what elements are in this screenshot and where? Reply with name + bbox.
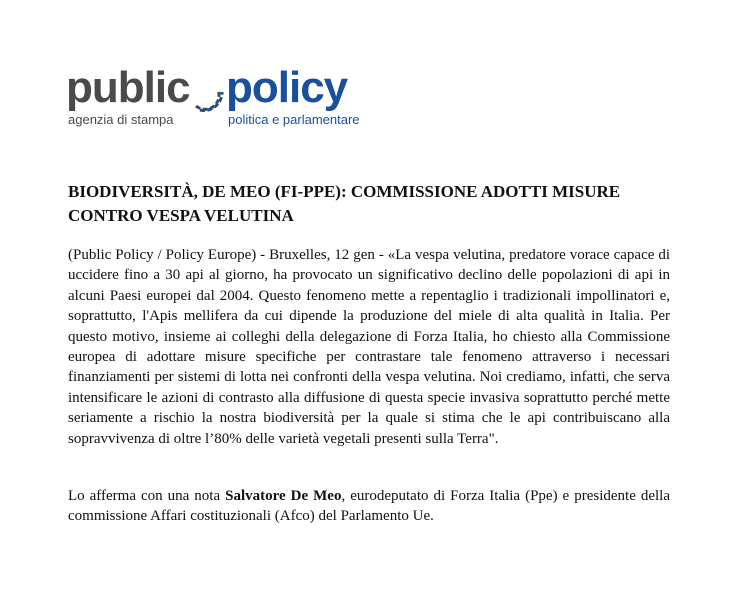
person-name: Salvatore De Meo <box>225 488 342 504</box>
public-policy-logo <box>66 63 366 132</box>
article-headline <box>68 180 668 228</box>
paragraph-2-prefix: Lo afferma con una nota <box>68 488 226 504</box>
article-paragraph-1: (Public Policy / Policy Europe) - Bruxelles, 12 gen - «La vespa velutina, predatore vorace capace di uccidere fino a 30 api al giorno, ha provocato un significativo declino delle popolazioni di api in alcuni Paesi europei dal 2004. Questo fenomeno mette a repentaglio i tradizionali impollinatori e, soprattutto, l'Apis mellifera da cui dipende la produzione del miele di alta qualità in Italia. Per questo motivo, insieme ai colleghi della delegazione di Forza Italia, ho chiesto alla Commissione europea di adottare misure specifiche per contrastare tale fenomeno attraverso i necessari finanziamenti per sistemi di lotta nei confronti della vespa velutina. Noi crediamo, infatti, che serva intensificare le azioni di contrasto alla diffusione di questa specie invasiva soprattutto perché mette seriamente a rischio la nostra biodiversità per la quale si stima che le api contribuiscano alla sopravvivenza di oltre l’80% delle varietà vegetali presenti sulla Terra". <box>68 247 670 447</box>
paragraph-2-suffix: , eurodeputato di Forza Italia (Ppe) e presidente della commissione Affari costituzionali (Afco) del Parlamento Ue. <box>68 488 670 525</box>
logo-tagline-right: politica e parlamentare <box>228 112 360 127</box>
logo-word-policy: policy <box>226 63 348 112</box>
headline-line-1: BIODIVERSITÀ, DE MEO (FI-PPE): COMMISSIONE ADOTTI MISURE <box>68 182 621 201</box>
logo-word-public: public <box>66 63 190 112</box>
article-paragraph-2 <box>68 486 670 527</box>
logo-tagline-left: agenzia di stampa <box>68 112 174 127</box>
logo-arc-mark-icon <box>192 80 226 114</box>
headline-line-2: CONTRO VESPA VELUTINA <box>68 206 294 225</box>
